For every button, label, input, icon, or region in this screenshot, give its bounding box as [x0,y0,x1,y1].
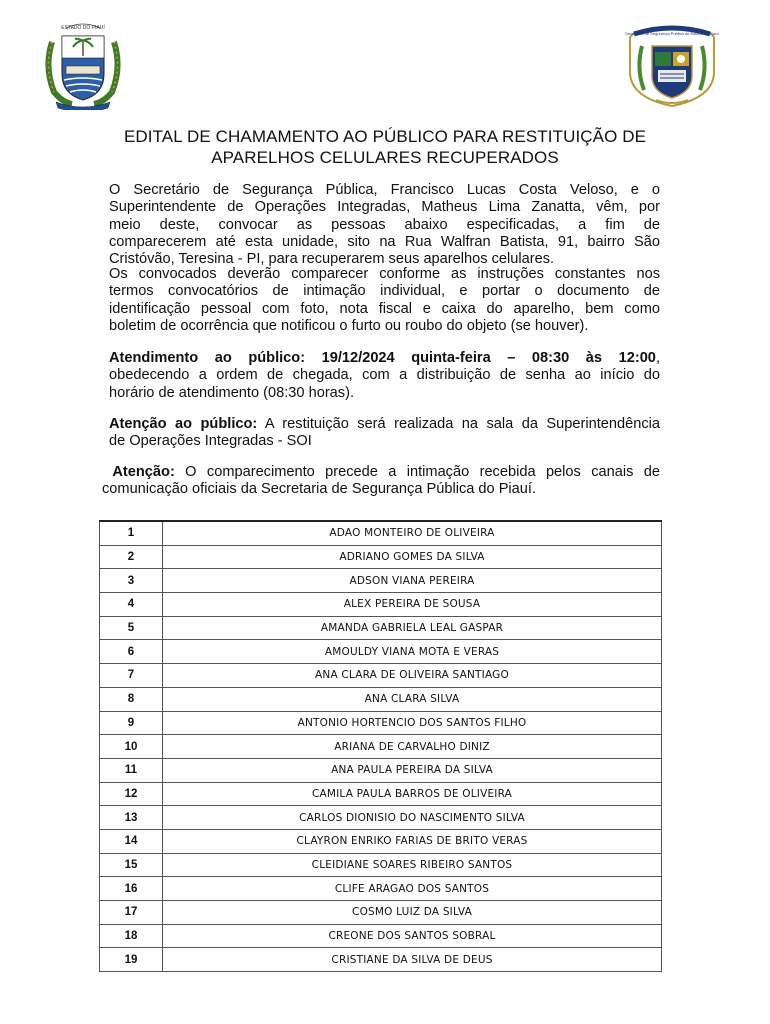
paragraph-attention [102,464,660,499]
row-name: ANA CLARA SILVA [163,687,662,711]
paragraph-line [102,464,660,481]
paragraph-line: meio deste, convocar as pessoas abaixo especificadas, a fim de [109,216,660,233]
paragraph-location [109,416,660,451]
paragraph-instructions [109,266,660,335]
table-row [100,664,662,688]
paragraph-line: boletim de ocorrência que notificou o furto ou roubo do objeto (se houver). [109,317,589,334]
paragraph-convocation [109,182,660,268]
row-number: 12 [100,782,163,806]
paragraph-line [109,416,660,433]
table-row [100,829,662,853]
paragraph-text: , [655,350,660,366]
table-row [100,806,662,830]
seal-right-text: Secretaria de Segurança Pública do Estado do Piauí [625,31,719,36]
ssp-piaui-emblem-logo [622,24,722,108]
row-name: ANA PAULA PEREIRA DA SILVA [163,758,662,782]
table-row [100,687,662,711]
title-line-2: APARELHOS CELULARES RECUPERADOS [211,148,559,167]
row-name: AMANDA GABRIELA LEAL GASPAR [163,616,662,640]
row-name: ANA CLARA DE OLIVEIRA SANTIAGO [163,664,662,688]
paragraph-line: obedecendo a ordem de chegada, com a distribuição de senha ao início do [109,367,660,384]
paragraph-line [109,350,660,367]
paragraph-line: Cristóvão, Teresina - PI, para recuperarem seus aparelhos celulares. [109,251,555,268]
row-number: 2 [100,545,163,569]
row-name: CAMILA PAULA BARROS DE OLIVEIRA [163,782,662,806]
row-name: CREONE DOS SANTOS SOBRAL [163,924,662,948]
paragraph-line: identificação pessoal com foto, nota fiscal e caixa do aparelho, bem como [109,300,660,317]
table-row [100,521,662,545]
row-name: AMOULDY VIANA MOTA E VERAS [163,640,662,664]
row-number: 5 [100,616,163,640]
row-number: 18 [100,924,163,948]
attention-public-label: Atenção ao público: [109,416,258,432]
row-name: ADRIANO GOMES DA SILVA [163,545,662,569]
table-row [100,569,662,593]
table-row [100,593,662,617]
row-name: ALEX PEREIRA DE SOUSA [163,593,662,617]
table-row [100,948,662,972]
row-number: 14 [100,829,163,853]
convocados-table [99,520,662,972]
row-name: CLAYRON ENRIKO FARIAS DE BRITO VERAS [163,829,662,853]
table-row [100,545,662,569]
row-number: 19 [100,948,163,972]
table-row [100,877,662,901]
row-number: 7 [100,664,163,688]
row-number: 3 [100,569,163,593]
paragraph-text: A restituição será realizada na sala da Superintendência [257,416,660,432]
paragraph-line: Os convocados deverão comparecer conforme as instruções constantes nos [109,266,660,282]
row-number: 16 [100,877,163,901]
row-name: CRISTIANE DA SILVA DE DEUS [163,948,662,972]
paragraph-line: comparecerem até esta unidade, sito na Rua Walfran Batista, 91, bairro São [109,233,660,250]
table-row [100,924,662,948]
row-number: 15 [100,853,163,877]
table-row [100,640,662,664]
paragraph-line: de Operações Integradas - SOI [109,433,312,450]
row-name: CARLOS DIONISIO DO NASCIMENTO SILVA [163,806,662,830]
row-name: ARIANA DE CARVALHO DINIZ [163,735,662,759]
paragraph-line: termos convocatórios de intimação individual, e portar o documento de [109,283,660,300]
row-name: CLEIDIANE SOARES RIBEIRO SANTOS [163,853,662,877]
paragraph-line: Superintendente de Operações Integradas, Matheus Lima Zanatta, vêm, por [109,199,660,216]
row-number: 11 [100,758,163,782]
table-row [100,711,662,735]
row-number: 17 [100,901,163,925]
row-name: COSMO LUIZ DA SILVA [163,901,662,925]
row-name: CLIFE ARAGAO DOS SANTOS [163,877,662,901]
row-name: ADSON VIANA PEREIRA [163,569,662,593]
paragraph-line: comunicação oficiais da Secretaria de Segurança Pública do Piauí. [102,481,537,498]
row-number: 8 [100,687,163,711]
paragraph-text: O comparecimento precede a intimação recebida pelos canais de [174,464,660,480]
row-name: ADAO MONTEIRO DE OLIVEIRA [163,521,662,545]
row-number: 13 [100,806,163,830]
paragraph-line: horário de atendimento (08:30 horas). [109,384,355,401]
service-hours-label: Atendimento ao público: 19/12/2024 quinta-feira – 08:30 às 12:00 [109,350,656,366]
row-name: ANTONIO HORTENCIO DOS SANTOS FILHO [163,711,662,735]
seal-left-text: ESTADO DO PIAUÍ [61,25,105,31]
paragraph-service-hours [109,350,660,402]
table-row [100,735,662,759]
table-row [100,901,662,925]
table-row [100,758,662,782]
table-row [100,782,662,806]
paragraph-line: O Secretário de Segurança Pública, Francisco Lucas Costa Veloso, e o [109,182,660,198]
row-number: 6 [100,640,163,664]
attention-label: Atenção: [112,464,175,480]
row-number: 4 [100,593,163,617]
piaui-coat-of-arms-logo [42,22,124,110]
table-row [100,853,662,877]
row-number: 10 [100,735,163,759]
title-line-1: EDITAL DE CHAMAMENTO AO PÚBLICO PARA RESTITUIÇÃO DE [123,127,647,146]
document-title [100,126,670,168]
row-number: 1 [100,521,163,545]
row-number: 9 [100,711,163,735]
table-row [100,616,662,640]
